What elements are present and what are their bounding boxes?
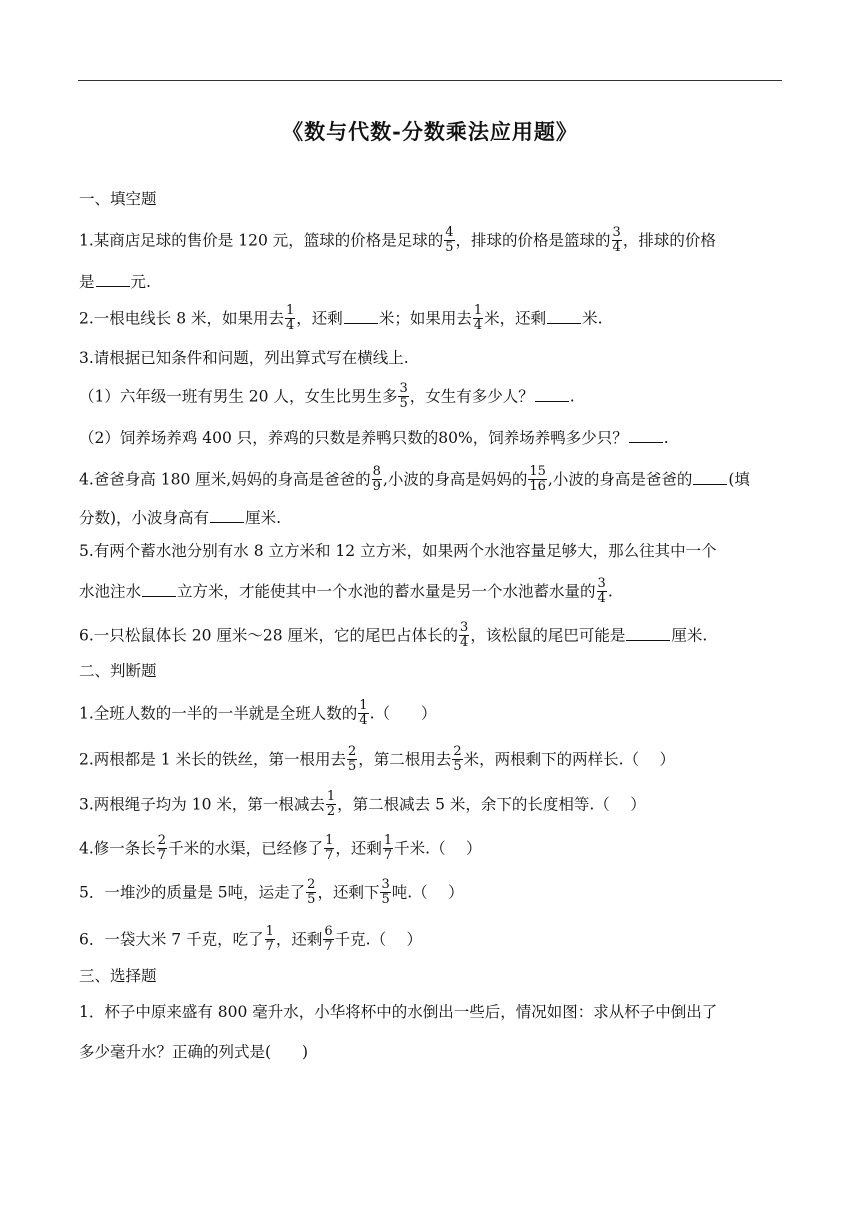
answer-parens[interactable]: 千克.（ ）: [334, 930, 423, 949]
fraction: $\frac{1}{2}$: [326, 789, 336, 819]
fraction: $\frac{3}{4}$: [460, 620, 469, 650]
fraction: $\frac{4}{5}$: [445, 225, 454, 255]
fraction: $\frac{3}{4}$: [612, 225, 621, 255]
question-fill-2: 2.一根电线长 8 米，如果用去 $\frac{1}{4}$ ，还剩 米；如果用去 $\frac{1}{4}$ 米，还剩 米.: [79, 303, 603, 333]
question-fill-1-cont: 是 元.: [79, 273, 151, 291]
answer-blank[interactable]: [142, 582, 176, 597]
question-fill-3-1: （1）六年级一班有男生 20 人，女生比男生多 $\frac{3}{5}$ ，女生有多少人？ .: [79, 381, 575, 411]
fraction: $\frac{1}{4}$: [286, 303, 295, 333]
section-heading-choice: 三、选择题: [79, 967, 157, 985]
answer-blank[interactable]: [210, 508, 244, 523]
question-judge-1: 1.全班人数的一半的一半就是全班人数的 $\frac{1}{4}$ .（ ）: [79, 698, 437, 728]
fraction: $\frac{1}{4}$: [473, 303, 483, 333]
question-fill-5-cont: 水池注水 立方米，才能使其中一个水池的蓄水量是另一个水池蓄水量的 $\frac{3}{4}$ .: [79, 576, 613, 606]
fraction: $\frac{1}{7}$: [265, 924, 274, 954]
question-choice-1: 1．杯子中原来盛有 800 毫升水，小华将杯中的水倒出一些后，情况如图：求从杯子中倒出了: [79, 1003, 718, 1021]
fraction: $\frac{3}{4}$: [597, 576, 606, 606]
answer-blank[interactable]: [344, 309, 378, 324]
question-fill-1: 1.某商店足球的售价是 120 元，篮球的价格是足球的 $\frac{4}{5}$ ，排球的价格是篮球的 $\frac{3}{4}$ ，排球的价格: [79, 225, 716, 255]
fraction: $\frac{1}{4}$: [359, 698, 368, 728]
answer-parens[interactable]: ，第二根减去 5 米，余下的长度相等.（ ）: [337, 795, 646, 814]
fraction: $\frac{2}{5}$: [453, 744, 462, 774]
question-judge-6: 6．一袋大米 7 千克，吃了 $\frac{1}{7}$ ，还剩 $\frac{6}{7}$ 千克.（ ）: [79, 924, 423, 954]
fraction: $\frac{3}{5}$: [399, 381, 408, 411]
fraction: $\frac{15}{16}$: [529, 464, 546, 494]
fraction: $\frac{2}{7}$: [157, 833, 167, 863]
question-judge-3: 3.两根绳子均为 10 米，第一根减去 $\frac{1}{2}$ ，第二根减去 5 米，余下的长度相等.（ ）: [79, 789, 646, 819]
fraction: $\frac{8}{9}$: [372, 464, 381, 494]
fraction: $\frac{6}{7}$: [324, 924, 333, 954]
answer-blank[interactable]: [535, 387, 569, 402]
answer-parens[interactable]: 吨.（ ）: [391, 883, 464, 902]
header-rule: [78, 80, 782, 81]
answer-blank[interactable]: [626, 626, 670, 641]
question-fill-4-cont: 分数)，小波身高有 厘米.: [79, 509, 281, 527]
page-title: 《数与代数-分数乘法应用题》: [282, 119, 578, 144]
fraction: $\frac{1}{7}$: [325, 833, 334, 863]
answer-blank[interactable]: [629, 428, 663, 443]
section-heading-fill-in: 一、填空题: [79, 190, 157, 208]
question-judge-4: 4.修一条长 $\frac{2}{7}$ 千米的水渠，已经修了 $\frac{1}{7}$ ，还剩 $\frac{1}{7}$ 千米.（ ）: [79, 833, 482, 863]
section-heading-judge: 二、判断题: [79, 662, 157, 680]
question-fill-6: 6.一只松鼠体长 20 厘米～28 厘米，它的尾巴占体长的 $\frac{3}{4}$ ，该松鼠的尾巴可能是 厘米.: [79, 620, 708, 650]
question-fill-5: 5.有两个蓄水池分别有水 8 立方米和 12 立方米，如果两个水池容量足够大，那么往其中一个: [79, 542, 717, 560]
answer-parens[interactable]: 千米.（ ）: [394, 839, 482, 858]
fraction: $\frac{3}{5}$: [381, 877, 390, 907]
question-judge-2: 2.两根都是 1 米长的铁丝，第一根用去 $\frac{2}{5}$ ，第二根用去 $\frac{2}{5}$ 米，两根剩下的两样长.（ ）: [79, 744, 675, 774]
answer-blank[interactable]: [96, 272, 130, 287]
answer-blank[interactable]: [693, 470, 727, 485]
question-fill-3-2: （2）饲养场养鸡 400 只，养鸡的只数是养鸭只数的80%，饲养场养鸭多少只？ .: [79, 429, 669, 447]
question-choice-1-cont: 多少毫升水？正确的列式是( ): [79, 1043, 309, 1061]
answer-parens[interactable]: 米，两根剩下的两样长.（ ）: [463, 750, 675, 769]
question-judge-5: 5．一堆沙的质量是 5吨，运走了 $\frac{2}{5}$ ，还剩下 $\frac{3}{5}$ 吨.（ ）: [79, 877, 464, 907]
answer-blank[interactable]: [547, 309, 581, 324]
question-fill-4: 4.爸爸身高 180 厘米,妈妈的身高是爸爸的 $\frac{8}{9}$ ,小波的身高是妈妈的 $\frac{15}{16}$ ,小波的身高是爸爸的 (填: [79, 464, 750, 494]
question-fill-3: 3.请根据已知条件和问题，列出算式写在横线上.: [79, 349, 409, 367]
fraction: $\frac{2}{5}$: [307, 877, 316, 907]
fraction: $\frac{1}{7}$: [383, 833, 393, 863]
answer-parens[interactable]: .（ ）: [369, 704, 437, 723]
fraction: $\frac{2}{5}$: [348, 744, 357, 774]
